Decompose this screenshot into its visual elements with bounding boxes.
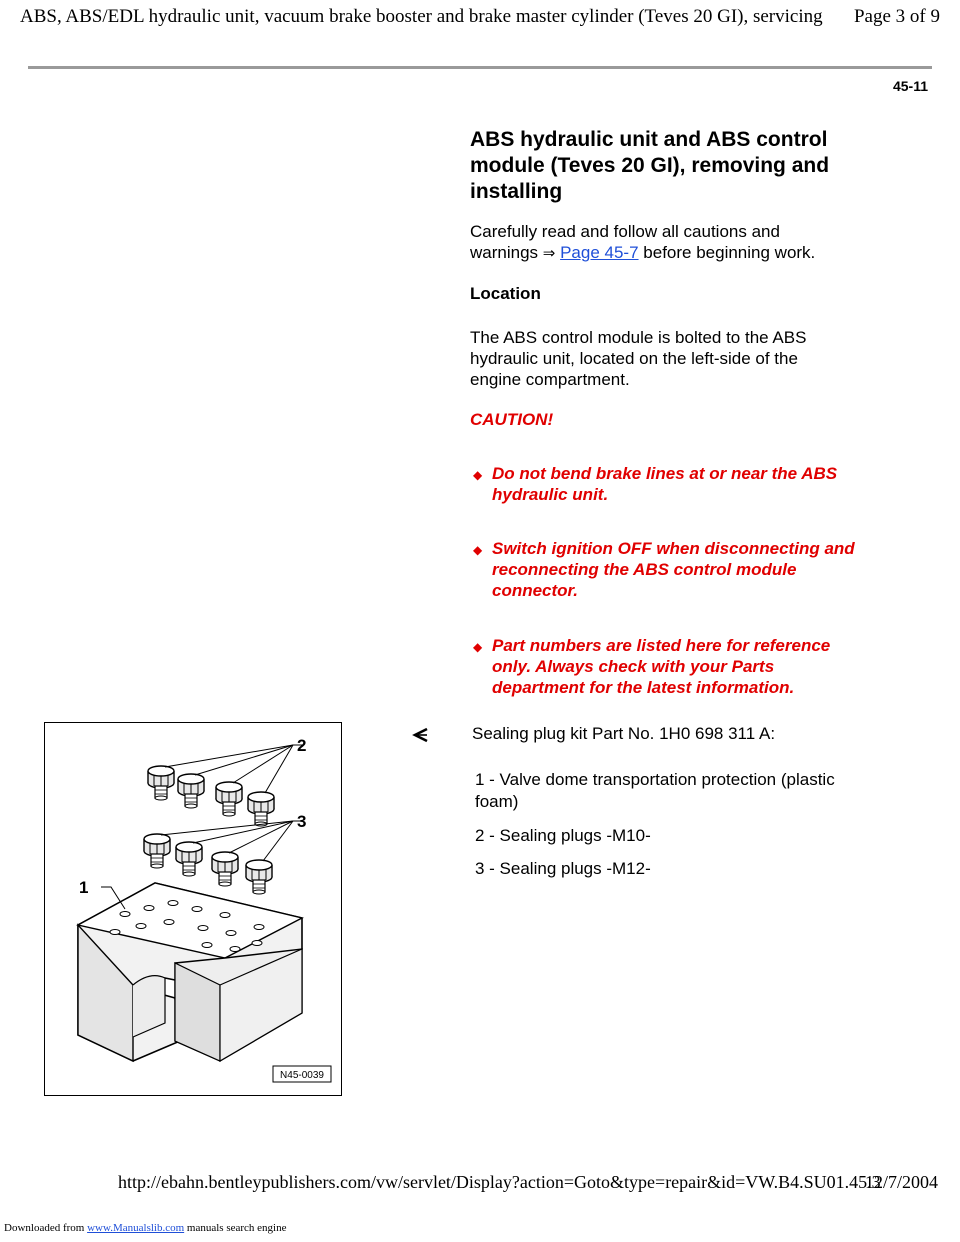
right-arrow-icon: ⇒ <box>542 245 556 262</box>
legend-item-2 <box>475 825 875 847</box>
legend-line: 2 - Sealing plugs -M10- <box>475 826 651 845</box>
document-title: ABS, ABS/EDL hydraulic unit, vacuum brake booster and brake master cylinder (Teves 20 GI), servicing <box>20 6 823 27</box>
legend-line: 3 - Sealing plugs -M12- <box>475 859 651 878</box>
figure-drawing <box>45 723 340 1094</box>
callout-1: 1 <box>79 878 89 897</box>
location-line: hydraulic unit, located on the left-side of the <box>470 349 798 368</box>
download-prefix: Downloaded from <box>4 1222 85 1234</box>
location-line: The ABS control module is bolted to the ABS <box>470 328 807 347</box>
bullet-line: hydraulic unit. <box>492 485 609 504</box>
intro-prefix: warnings <box>470 243 539 262</box>
bullet-line: department for the latest information. <box>492 678 795 697</box>
page-number: 45-11 <box>892 78 928 94</box>
intro-line <box>470 242 900 264</box>
legend-line: 1 - Valve dome transportation protection (plastic <box>475 770 835 789</box>
download-suffix: manuals search engine <box>186 1222 287 1234</box>
heading-line: installing <box>470 180 563 203</box>
heading-line: module (Teves 20 GI), removing and <box>470 154 830 177</box>
figure-reference-arrow-icon <box>412 726 430 744</box>
bullet-line: connector. <box>492 581 578 600</box>
source-url: http://ebahn.bentleypublishers.com/vw/servlet/Display?action=Goto&type=repair&id=VW.B4.SU01.45.3 <box>118 1172 881 1192</box>
caution-heading: CAUTION! <box>470 410 554 429</box>
section-heading <box>470 127 890 205</box>
legend-line: foam) <box>475 792 519 811</box>
legend-item-1 <box>475 769 875 813</box>
page-45-7-link[interactable]: Page 45-7 <box>560 243 639 262</box>
intro-suffix: before beginning work. <box>643 243 816 262</box>
heading-line: ABS hydraulic unit and ABS control <box>470 128 828 151</box>
diamond-bullet-icon: ◆ <box>473 468 483 482</box>
caution-bullet <box>470 463 900 505</box>
sealing-plug-kit-figure <box>44 722 342 1096</box>
leader-lines <box>101 745 303 909</box>
intro-line: Carefully read and follow all cautions and <box>470 222 780 241</box>
callout-3: 3 <box>297 812 307 831</box>
manualslib-link[interactable]: www.Manualslib.com <box>87 1222 185 1234</box>
diamond-bullet-icon: ◆ <box>473 543 483 557</box>
figure-code: N45-0039 <box>280 1070 324 1081</box>
bullet-line: only. Always check with your Parts <box>492 657 775 676</box>
bullet-line: Switch ignition OFF when disconnecting and <box>492 539 855 558</box>
bullet-line: reconnecting the ABS control module <box>492 560 797 579</box>
download-notice <box>4 1222 286 1234</box>
caution-bullet <box>470 538 900 601</box>
header-divider <box>28 66 932 69</box>
page-indicator: Page 3 of 9 <box>853 6 940 27</box>
parts-caption: Sealing plug kit Part No. 1H0 698 311 A: <box>472 724 776 743</box>
location-paragraph <box>470 327 900 390</box>
location-heading: Location <box>470 284 541 303</box>
location-line: engine compartment. <box>470 370 630 389</box>
m10-plug-row <box>148 766 274 826</box>
print-header <box>20 6 940 40</box>
intro-paragraph <box>470 221 900 264</box>
diamond-bullet-icon: ◆ <box>473 640 483 654</box>
print-date: 12/7/2004 <box>864 1172 938 1192</box>
caution-bullet <box>470 635 900 698</box>
legend-item-3 <box>475 858 875 880</box>
foam-block-shape <box>78 883 302 1061</box>
bullet-line: Do not bend brake lines at or near the ABS <box>492 464 838 483</box>
callout-2: 2 <box>297 736 307 755</box>
bullet-line: Part numbers are listed here for reference <box>492 636 831 655</box>
